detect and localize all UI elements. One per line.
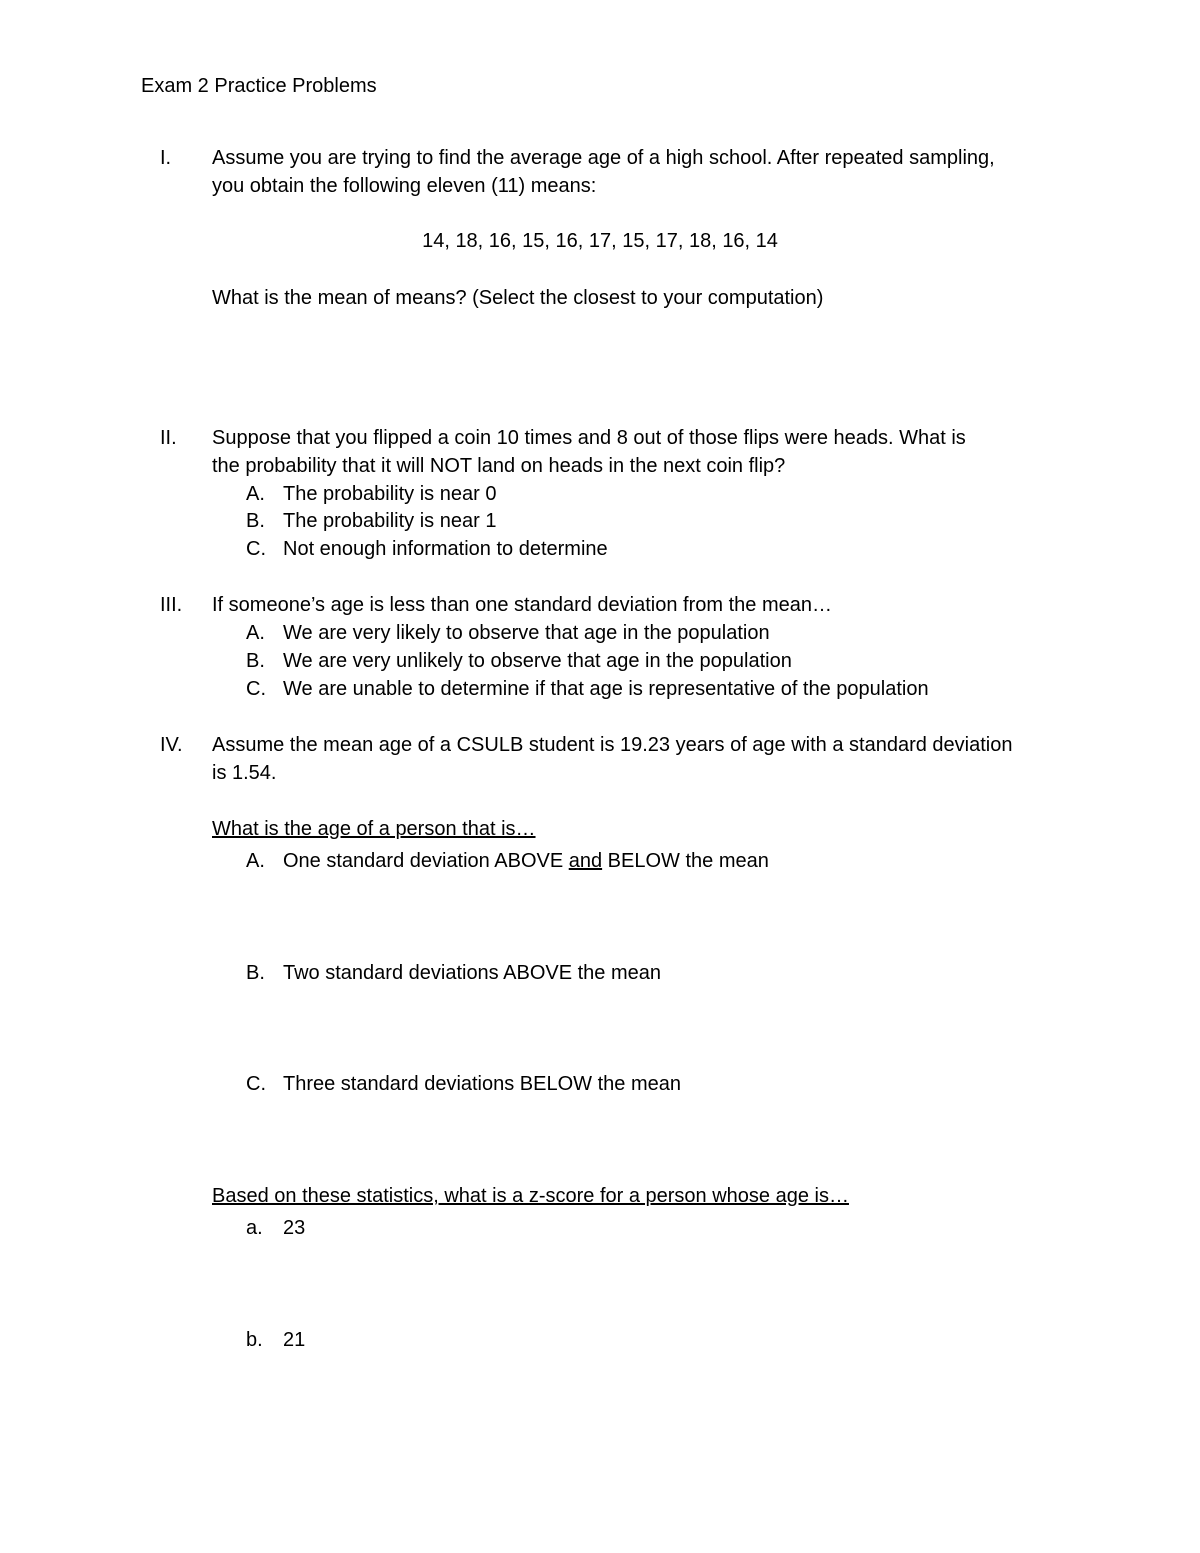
question-1-number: I. [160, 147, 172, 169]
question-3-option-a-letter: A. [246, 622, 265, 644]
question-2-option-a-letter: A. [246, 483, 265, 505]
question-3-option-c-letter: C. [246, 678, 266, 700]
question-4-subheading-zscore: Based on these statistics, what is a z-score for a person whose age is… [212, 1185, 849, 1207]
question-3-number: III. [160, 594, 183, 616]
question-4-option-a-post: BELOW the mean [602, 850, 769, 872]
question-3-line-1: If someone’s age is less than one standard deviation from the mean… [212, 594, 832, 616]
question-4-subheading-age: What is the age of a person that is… [212, 818, 536, 840]
question-3-option-b-letter: B. [246, 650, 265, 672]
question-4-option-a [283, 851, 769, 871]
question-3-option-a: We are very likely to observe that age in the population [283, 622, 770, 644]
question-4-option-a-letter: A. [246, 850, 265, 872]
question-2-option-a: The probability is near 0 [283, 483, 497, 505]
question-1-prompt: What is the mean of means? (Select the closest to your computation) [212, 287, 824, 309]
question-1-line-1: Assume you are trying to find the average age of a high school. After repeated sampling, [212, 147, 995, 169]
question-2-number: II. [160, 427, 177, 449]
question-4-option-b: Two standard deviations ABOVE the mean [283, 962, 661, 984]
question-4-number: IV. [160, 734, 183, 756]
question-4-zscore-b: 21 [283, 1329, 306, 1351]
question-4-option-b-letter: B. [246, 962, 265, 984]
question-2-option-c: Not enough information to determine [283, 538, 608, 560]
question-1-values: 14, 18, 16, 15, 16, 17, 15, 17, 18, 16, 14 [422, 230, 778, 252]
question-2-option-b: The probability is near 1 [283, 510, 497, 532]
question-4-zscore-b-letter: b. [246, 1329, 263, 1351]
question-4-option-c-letter: C. [246, 1073, 266, 1095]
question-3-option-c: We are unable to determine if that age is representative of the population [283, 678, 929, 700]
question-4-zscore-a-letter: a. [246, 1217, 263, 1239]
question-2-line-2: the probability that it will NOT land on heads in the next coin flip? [212, 455, 786, 477]
question-3-option-b: We are very unlikely to observe that age in the population [283, 650, 792, 672]
document-title: Exam 2 Practice Problems [141, 75, 377, 97]
question-1-line-2: you obtain the following eleven (11) means: [212, 175, 597, 197]
question-4-option-a-underlined: and [568, 850, 603, 872]
question-4-line-2: is 1.54. [212, 762, 277, 784]
question-2-option-b-letter: B. [246, 510, 265, 532]
question-4-option-c: Three standard deviations BELOW the mean [283, 1073, 681, 1095]
question-4-option-a-pre: One standard deviation ABOVE [283, 850, 569, 872]
question-2-option-c-letter: C. [246, 538, 266, 560]
question-2-line-1: Suppose that you flipped a coin 10 times and 8 out of those flips were heads. What is [212, 427, 966, 449]
question-4-zscore-a: 23 [283, 1217, 306, 1239]
question-4-line-1: Assume the mean age of a CSULB student is 19.23 years of age with a standard deviation [212, 734, 1013, 756]
